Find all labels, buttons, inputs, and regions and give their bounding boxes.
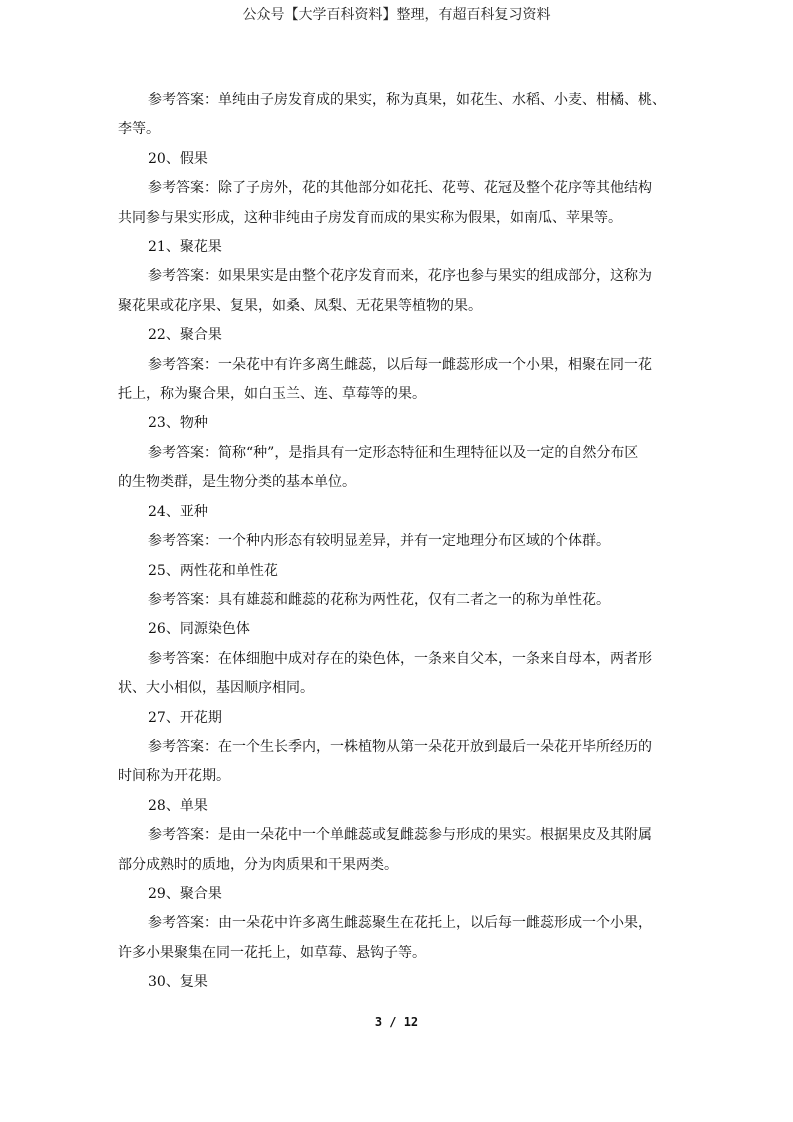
answer-line: 参考答案：是由一朵花中一个单雌蕊或复雌蕊参与形成的果实。根据果皮及其附属	[148, 827, 652, 844]
term-heading: 24、亚种	[148, 503, 208, 520]
answer-line: 部分成熟时的质地，分为肉质果和干果两类。	[118, 856, 398, 873]
answer-line: 参考答案：具有雄蕊和雌蕊的花称为两性花，仅有二者之一的称为单性花。	[148, 591, 610, 608]
answer-line: 共同参与果实形成，这种非纯由子房发育而成的果实称为假果，如南瓜、苹果等。	[118, 209, 622, 226]
answer-line: 参考答案：在体细胞中成对存在的染色体，一条来自父本，一条来自母本，两者形	[148, 650, 652, 667]
answer-line: 参考答案：由一朵花中许多离生雌蕊聚生在花托上，以后每一雌蕊形成一个小果，	[148, 915, 652, 932]
term-heading: 25、两性花和单性花	[148, 562, 278, 579]
answer-line: 的生物类群，是生物分类的基本单位。	[118, 474, 356, 491]
answer-line: 参考答案：一朵花中有许多离生雌蕊，以后每一雌蕊形成一个小果，相聚在同一花	[148, 356, 652, 373]
term-heading: 28、单果	[148, 797, 208, 814]
term-heading: 26、同源染色体	[148, 621, 250, 638]
answer-line: 托上，称为聚合果，如白玉兰、连、草莓等的果。	[118, 386, 426, 403]
term-heading: 23、物种	[148, 415, 208, 432]
document-body	[118, 86, 688, 998]
answer-line: 李等。	[118, 121, 160, 138]
term-heading: 27、开花期	[148, 709, 222, 726]
page-header: 公众号【大学百科资料】整理，有超百科复习资料	[242, 7, 551, 23]
page-number: 3 / 12	[374, 1015, 419, 1029]
answer-line: 参考答案：在一个生长季内，一株植物从第一朵花开放到最后一朵花开毕所经历的	[148, 738, 652, 755]
answer-line: 参考答案：简称“种”，是指具有一定形态特征和生理特征以及一定的自然分布区	[148, 444, 639, 461]
term-heading: 21、聚花果	[148, 239, 222, 256]
answer-line: 聚花果或花序果、复果，如桑、凤梨、无花果等植物的果。	[118, 297, 482, 314]
answer-line: 参考答案：一个种内形态有较明显差异，并有一定地理分布区域的个体群。	[148, 533, 610, 550]
answer-line: 参考答案：除了子房外，花的其他部分如花托、花萼、花冠及整个花序等其他结构	[148, 180, 652, 197]
answer-line: 状、大小相似，基因顺序相同。	[118, 680, 314, 697]
term-heading: 22、聚合果	[148, 327, 222, 344]
term-heading: 29、聚合果	[148, 885, 222, 902]
answer-line: 参考答案：如果果实是由整个花序发育而来，花序也参与果实的组成部分，这称为	[148, 268, 652, 285]
answer-line: 许多小果聚集在同一花托上，如草莓、悬钩子等。	[118, 944, 426, 961]
term-heading: 30、复果	[148, 974, 208, 991]
term-heading: 20、假果	[148, 150, 208, 167]
answer-line: 时间称为开花期。	[118, 768, 230, 785]
answer-line: 参考答案：单纯由子房发育成的果实，称为真果，如花生、水稻、小麦、柑橘、桃、	[148, 92, 666, 108]
